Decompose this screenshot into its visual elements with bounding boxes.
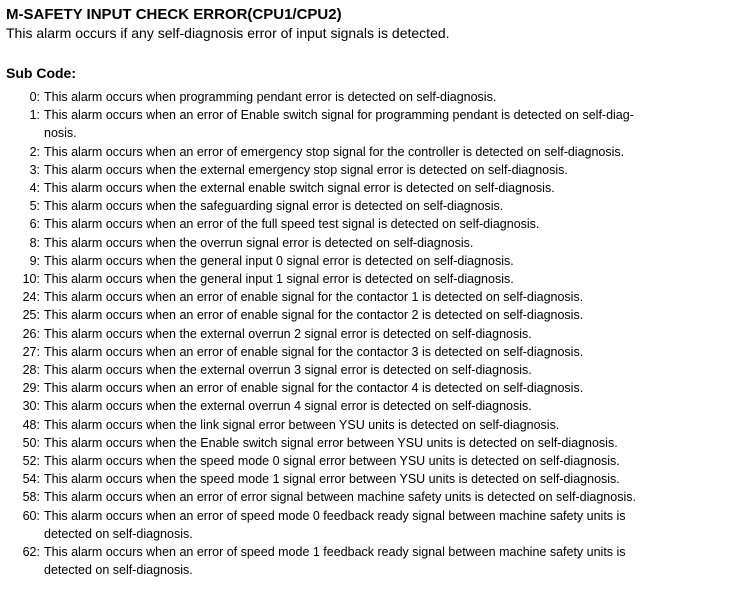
sub-code-item (0, 88, 745, 106)
sub-code-item (0, 470, 745, 488)
sub-code-number: 10: (22, 272, 40, 287)
sub-code-item (0, 379, 745, 397)
sub-code-description (40, 215, 694, 233)
sub-code-heading: Sub Code: (6, 65, 76, 81)
sub-code-item (0, 270, 745, 288)
sub-code-number: 26: (22, 326, 40, 341)
sub-code-description-line: This alarm occurs when the external overrun 2 signal error is detected on self-diagnosis. (44, 326, 532, 341)
sub-code-description (40, 434, 694, 452)
sub-code-number: 1: (29, 108, 40, 123)
sub-code-number: 3: (29, 162, 40, 177)
sub-code-item (0, 397, 745, 415)
sub-code-description (40, 543, 694, 579)
sub-code-description-line: detected on self-diagnosis. (44, 526, 193, 541)
sub-code-item (0, 343, 745, 361)
sub-code-item (0, 143, 745, 161)
sub-code-item (0, 306, 745, 324)
sub-code-item (0, 215, 745, 233)
sub-code-description-line: This alarm occurs when the general input 1 signal error is detected on self-diagnosis. (44, 272, 514, 287)
sub-code-item (0, 361, 745, 379)
sub-code-number: 30: (22, 399, 40, 414)
sub-code-description (40, 179, 694, 197)
sub-code-number: 25: (22, 308, 40, 323)
sub-code-description (40, 379, 694, 397)
sub-code-description (40, 106, 694, 142)
sub-code-number: 24: (22, 290, 40, 305)
sub-code-description-line: This alarm occurs when the general input 0 signal error is detected on self-diagnosis. (44, 253, 514, 268)
sub-code-description (40, 452, 694, 470)
sub-code-description-line: nosis. (44, 126, 77, 141)
sub-code-description (40, 507, 694, 543)
sub-code-number: 48: (22, 417, 40, 432)
sub-code-description-line: This alarm occurs when an error of speed mode 0 feedback ready signal between machine safety units is (44, 508, 626, 523)
sub-code-description (40, 197, 694, 215)
sub-code-item (0, 507, 745, 543)
sub-code-number: 5: (29, 199, 40, 214)
sub-code-description (40, 325, 694, 343)
sub-code-description-line: This alarm occurs when an error of error signal between machine safety units is detected on self-diagnosis. (44, 490, 636, 505)
sub-code-number: 58: (22, 490, 40, 505)
sub-code-description (40, 270, 694, 288)
sub-code-item (0, 179, 745, 197)
sub-code-description-line: This alarm occurs when the external overrun 3 signal error is detected on self-diagnosis. (44, 363, 532, 378)
sub-code-item (0, 288, 745, 306)
sub-code-item (0, 416, 745, 434)
sub-code-item (0, 452, 745, 470)
intro-text: This alarm occurs if any self-diagnosis error of input signals is detected. (6, 25, 450, 41)
sub-code-number: 0: (29, 90, 40, 104)
sub-code-item (0, 488, 745, 506)
sub-code-number: 4: (29, 181, 40, 196)
sub-code-description (40, 161, 694, 179)
sub-code-description-line: This alarm occurs when the speed mode 0 signal error between YSU units is detected on self-diagnosis. (44, 454, 620, 469)
sub-code-item (0, 434, 745, 452)
sub-code-description-line: This alarm occurs when an error of enable signal for the contactor 2 is detected on self-diagnosis. (44, 308, 584, 323)
page-title: M-SAFETY INPUT CHECK ERROR(CPU1/CPU2) (6, 6, 342, 23)
sub-code-number: 52: (22, 454, 40, 469)
sub-code-description-line: This alarm occurs when the speed mode 1 signal error between YSU units is detected on self-diagnosis. (44, 472, 620, 487)
sub-code-description-line: This alarm occurs when the overrun signal error is detected on self-diagnosis. (44, 235, 474, 250)
sub-code-description-line: This alarm occurs when programming pendant error is detected on self-diagnosis. (44, 90, 497, 104)
sub-code-description (40, 88, 694, 106)
sub-code-number: 8: (29, 235, 40, 250)
sub-code-number: 50: (22, 435, 40, 450)
sub-code-number: 54: (22, 472, 40, 487)
sub-code-item (0, 161, 745, 179)
sub-code-description (40, 397, 694, 415)
sub-code-description (40, 306, 694, 324)
sub-code-description-line: This alarm occurs when the Enable switch signal error between YSU units is detected on self-diagnosis. (44, 435, 618, 450)
sub-code-description-line: This alarm occurs when the external overrun 4 signal error is detected on self-diagnosis. (44, 399, 532, 414)
sub-code-description (40, 343, 694, 361)
sub-code-description (40, 361, 694, 379)
sub-code-description-line: This alarm occurs when an error of enable signal for the contactor 4 is detected on self-diagnosis. (44, 381, 584, 396)
sub-code-number: 62: (22, 545, 40, 560)
sub-code-description (40, 288, 694, 306)
sub-code-item (0, 106, 745, 142)
sub-code-description-line: This alarm occurs when the external emergency stop signal error is detected on self-diagnosis. (44, 162, 568, 177)
sub-code-description-line: This alarm occurs when an error of the full speed test signal is detected on self-diagnosis. (44, 217, 540, 232)
sub-code-description (40, 488, 694, 506)
sub-code-number: 9: (29, 253, 40, 268)
sub-code-description (40, 416, 694, 434)
sub-code-number: 2: (29, 144, 40, 159)
sub-code-item (0, 252, 745, 270)
sub-code-item (0, 543, 745, 579)
sub-code-description-line: This alarm occurs when an error of enable signal for the contactor 1 is detected on self-diagnosis. (44, 290, 584, 305)
sub-code-description-line: This alarm occurs when an error of Enable switch signal for programming pendant is detected on self-diag- (44, 108, 634, 123)
sub-code-item (0, 325, 745, 343)
sub-code-number: 29: (22, 381, 40, 396)
sub-code-description-line: This alarm occurs when the safeguarding signal error is detected on self-diagnosis. (44, 199, 504, 214)
sub-code-description-line: detected on self-diagnosis. (44, 563, 193, 578)
sub-code-number: 28: (22, 363, 40, 378)
sub-code-description-line: This alarm occurs when the link signal error between YSU units is detected on self-diagnosis. (44, 417, 560, 432)
sub-code-description-line: This alarm occurs when the external enable switch signal error is detected on self-diagnosis. (44, 181, 555, 196)
sub-code-description-line: This alarm occurs when an error of emergency stop signal for the controller is detected on self-diagnosis. (44, 144, 625, 159)
sub-code-description (40, 470, 694, 488)
sub-code-description (40, 143, 694, 161)
sub-code-number: 6: (29, 217, 40, 232)
sub-code-description-line: This alarm occurs when an error of enable signal for the contactor 3 is detected on self-diagnosis. (44, 344, 584, 359)
sub-code-number: 60: (22, 508, 40, 523)
sub-code-list (0, 88, 745, 579)
sub-code-item (0, 197, 745, 215)
sub-code-description (40, 252, 694, 270)
sub-code-number: 27: (22, 344, 40, 359)
sub-code-description-line: This alarm occurs when an error of speed mode 1 feedback ready signal between machine safety units is (44, 545, 626, 560)
sub-code-item (0, 234, 745, 252)
sub-code-description (40, 234, 694, 252)
